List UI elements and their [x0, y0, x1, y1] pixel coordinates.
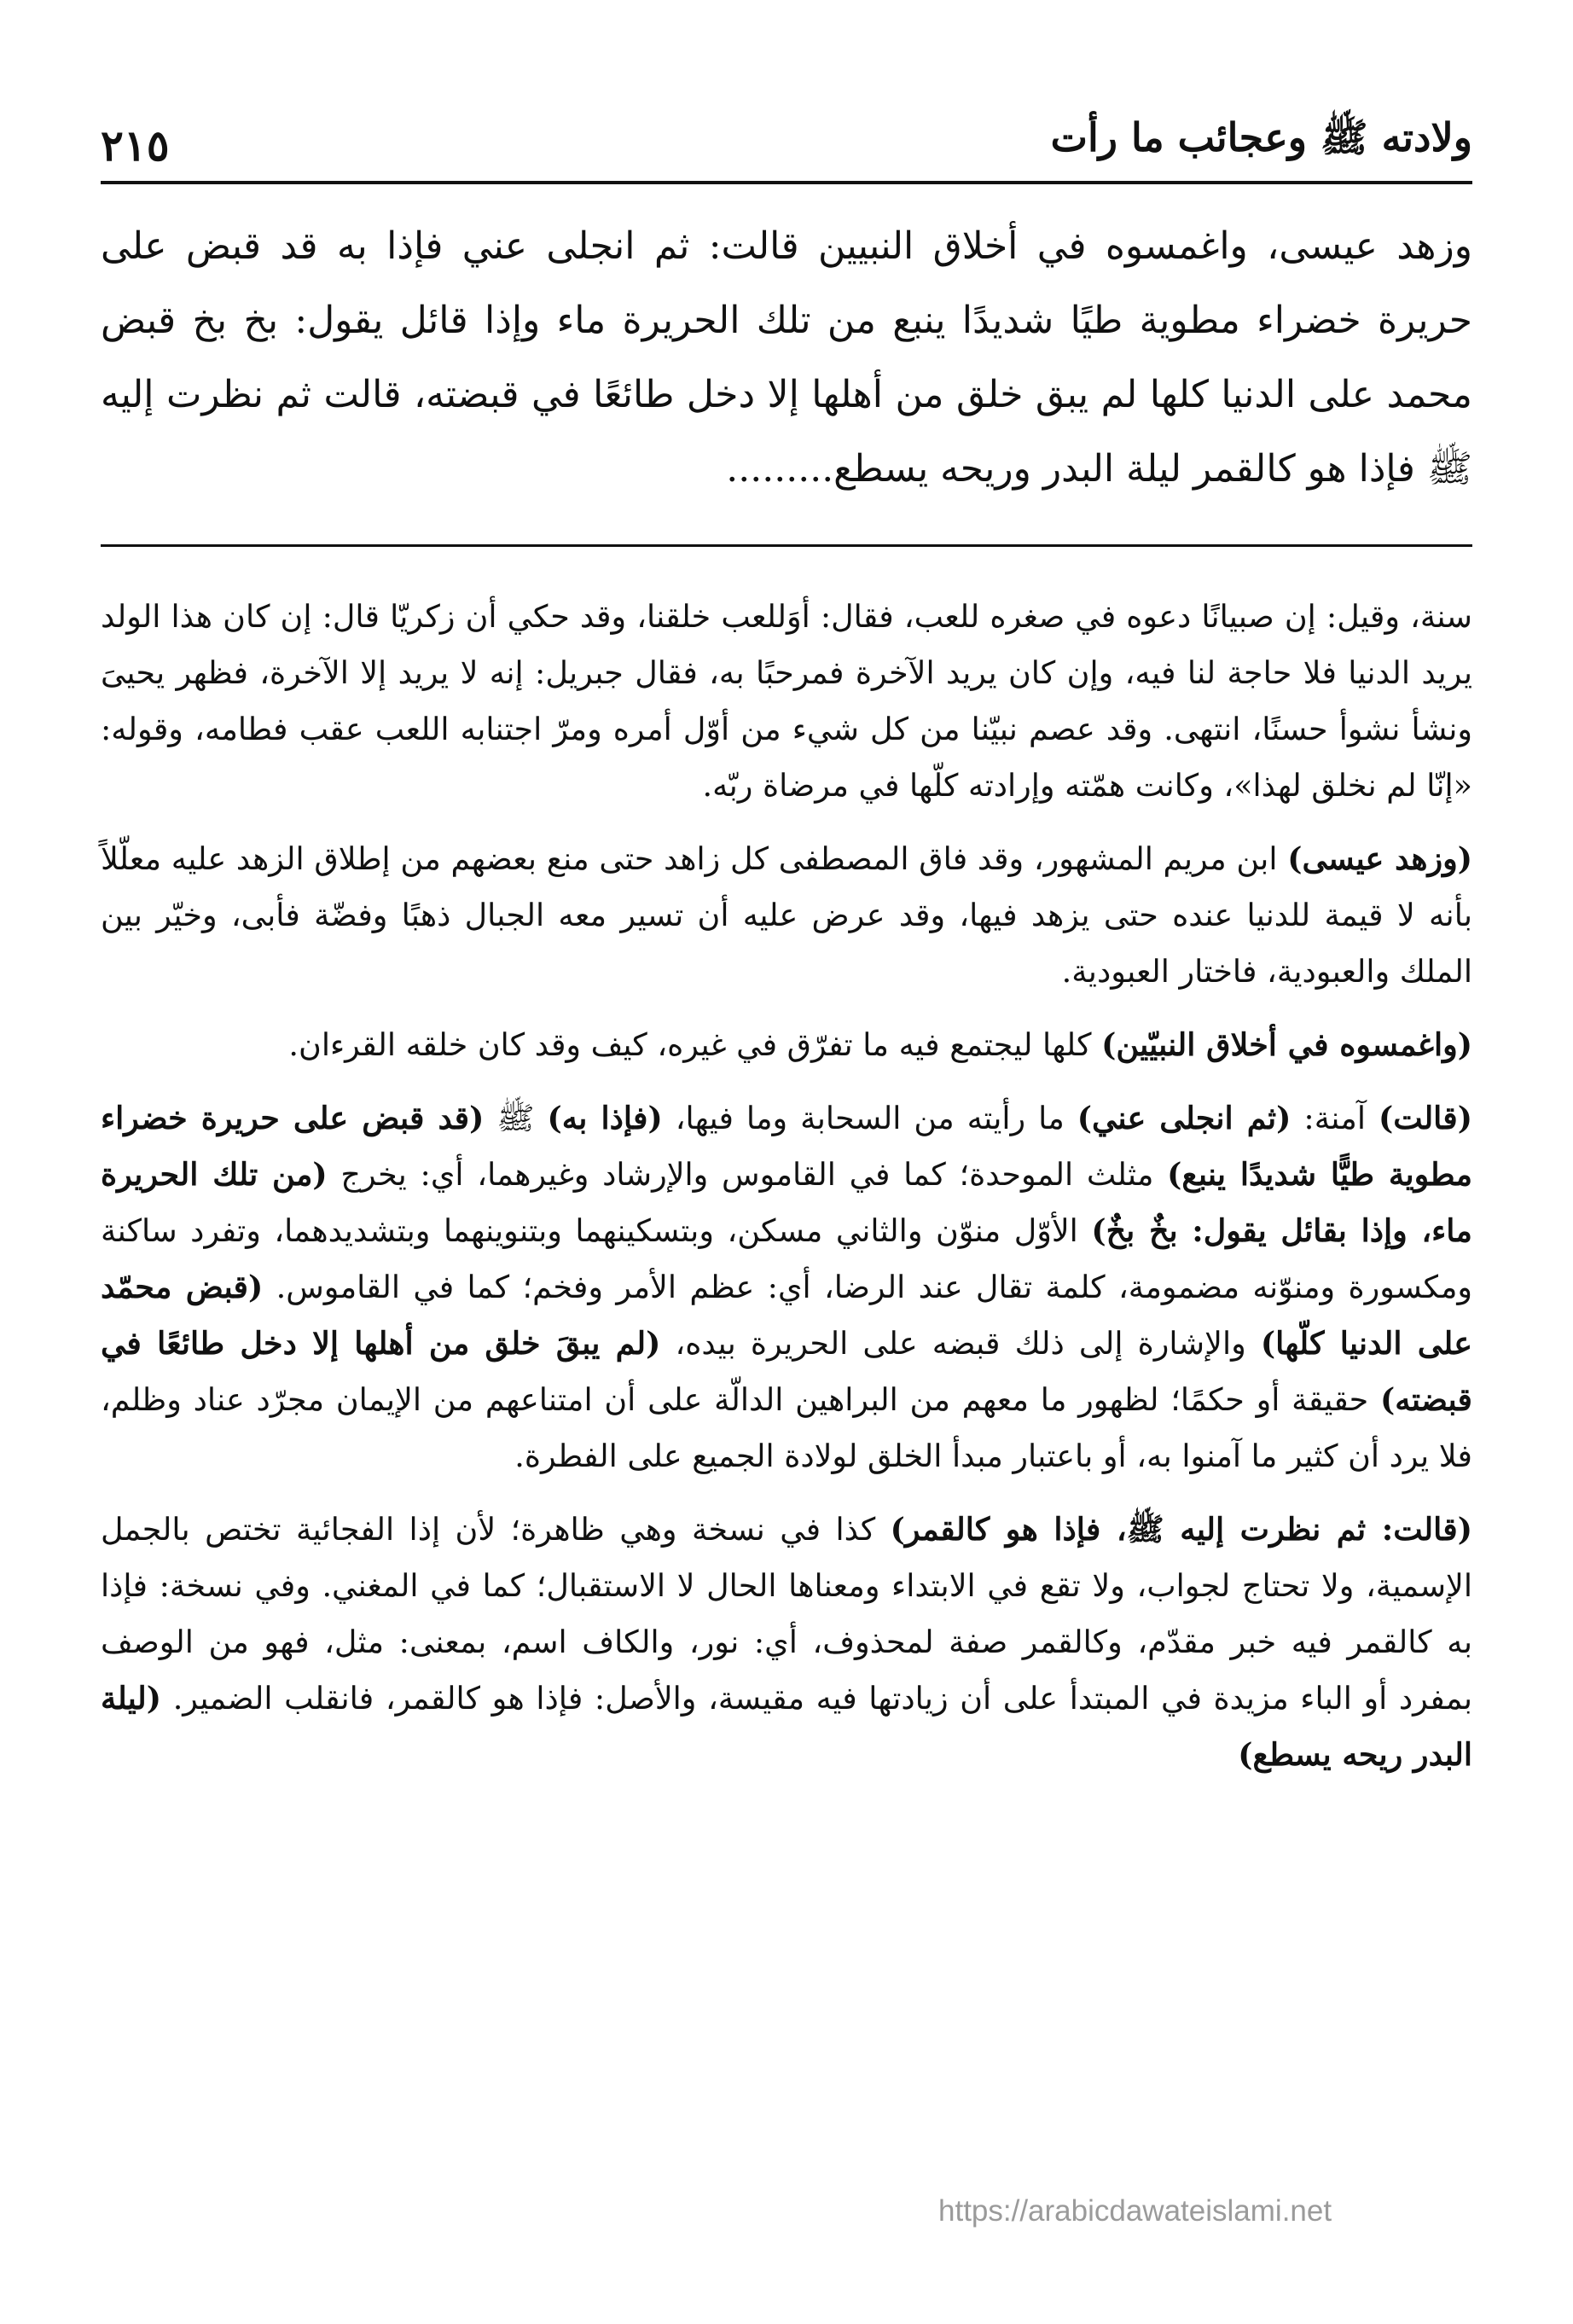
commentary-paragraph-1: سنة، وقيل: إن صبيانًا دعوه في صغره للعب، فقال: أوَللعب خلقنا، وقد حكي أن زكريّا قال: إن كان هذا الولد يريد الدنيا فلا حاجة لنا فيه، وإن كان يريد الآخرة فمرحبًا به، فقال جبريل: إنه لا يريد إلا الآخرة، فظهر يحيىَ ونشأ نشوأ حسنًا، انتهى. وقد عصم نبيّنا من كل شيء من أوّل أمره ومرّ اجتنابه اللعب عقب فطامه، وقوله: «إنّا لم نخلق لهذا»، وكانت همّته وإرادته كلّها في مرضاة ربّه. — [101, 598, 1472, 804]
separator-rule — [101, 544, 1472, 547]
quoted-phrase: (قالت: ثم نظرت إليه ﷺ، فإذا هو كالقمر) — [890, 1511, 1472, 1548]
commentary-paragraph-3 — [101, 1017, 1472, 1073]
quoted-phrase: (من تلك الحريرة ماء، وإذا بقائل يقول: بخٌ بخٌ) — [101, 1156, 1472, 1249]
page-header — [101, 94, 1472, 171]
commentary-text: ابن مريم المشهور، وقد فاق المصطفى كل زاهد حتى منع بعضهم من إطلاق الزهد عليه معلّلاً بأنه لا قيمة للدنيا عنده حتى يزهد فيها، وقد عرض عليه أن تسير معه الجبال ذهبًا وفضّة فأبى، وخيّر بين الملك والعبودية، فاختار العبودية. — [101, 840, 1472, 990]
commentary-paragraph-2 — [101, 831, 1472, 1000]
quoted-phrase: (ثم انجلى عني) — [1077, 1100, 1291, 1136]
commentary-text: ما رأيته من السحابة وما فيها، — [662, 1100, 1077, 1136]
commentary-text: كذا في نسخة وهي ظاهرة؛ لأن إذا الفجائية تختص بالجمل الإسمية، ولا تحتاج لجواب، ولا تقع في الابتداء ومعناها الحال لا الاستقبال؛ كما في المغني. وفي نسخة: فإذا به كالقمر فيه خبر مقدّم، وكالقمر صفة لمحذوف، أي: نور، والكاف اسم، بمعنى: مثل، فهو من الوصف بمفرد أو الباء مزيدة في المبتدأ على أن زيادتها فيه مقيسة، والأصل: فإذا هو كالقمر، فانقلب الضمير. — [101, 1511, 1472, 1717]
commentary-paragraph-4 — [101, 1090, 1472, 1484]
commentary-paragraph-5 — [101, 1502, 1472, 1783]
commentary-text: حقيقة أو حكمًا؛ لظهور ما معهم من البراهين الدالّة على أن امتناعهم من الإيمان مجرّد عناد وظلم، فلا يرد أن كثير ما آمنوا به، أو باعتبار مبدأ الخلق لولادة الجميع على الفطرة. — [101, 1381, 1472, 1474]
matn-paragraph: وزهد عيسى، واغمسوه في أخلاق النبيين قالت: ثم انجلى عني فإذا به قد قبض على حريرة خضراء مطوية طيًا شديدًا ينبع من تلك الحريرة ماء وإذا قائل يقول: بخ بخ قبض محمد على الدنيا كلها لم يبق خلق من أهلها إلا دخل طائعًا في قبضته، قالت ثم نظرت إليه ﷺ فإذا هو كالقمر ليلة البدر وريحه يسطع......... — [101, 224, 1472, 491]
page-number: ٢١٥ — [101, 120, 170, 171]
commentary-text: الأوّل منوّن والثاني مسكن، وبتسكينهما وبتنوينهما وبتشديدهما، وتفرد ساكنة ومكسورة ومنوّنه مضمومة، كلمة تقال عند الرضا، أي: عظم الأمر وفخم؛ كما في القاموس. — [101, 1212, 1472, 1305]
quoted-phrase: (واغمسوه في أخلاق النبيّين) — [1101, 1026, 1472, 1063]
quoted-phrase: (لم يبقَ خلق من أهلها إلا دخل طائعًا في قبضته) — [101, 1325, 1472, 1418]
commentary-text: ﷺ — [484, 1100, 548, 1136]
commentary-text: مثلث الموحدة؛ كما في القاموس والإرشاد وغيرهما، أي: يخرج — [327, 1156, 1168, 1193]
quoted-phrase: (ليلة البدر ريحه يسطع) — [101, 1680, 1472, 1773]
quoted-phrase: (قبض محمّد على الدنيا كلّها) — [101, 1269, 1472, 1362]
commentary-text: كلها ليجتمع فيه ما تفرّق في غيره، كيف وقد كان خلقه القرءان. — [288, 1026, 1102, 1063]
quoted-phrase: (قد قبض على حريرة خضراء مطوية طيًّا شديدًا ينبع) — [101, 1100, 1472, 1193]
quoted-phrase: (وزهد عيسى) — [1287, 840, 1472, 877]
quoted-phrase: (فإذا به) — [547, 1100, 663, 1136]
commentary — [101, 589, 1472, 1800]
main-text — [101, 209, 1472, 506]
watermark-url: https://arabicdawateislami.net — [938, 2194, 1332, 2228]
quoted-phrase: (قالت) — [1378, 1100, 1473, 1136]
running-title: ولادته ﷺ وعجائب ما رأت — [1050, 114, 1472, 160]
header-rule — [101, 181, 1472, 184]
commentary-text: والإشارة إلى ذلك قبضه على الحريرة بيده، — [660, 1325, 1261, 1362]
commentary-text: آمنة: — [1291, 1100, 1379, 1136]
